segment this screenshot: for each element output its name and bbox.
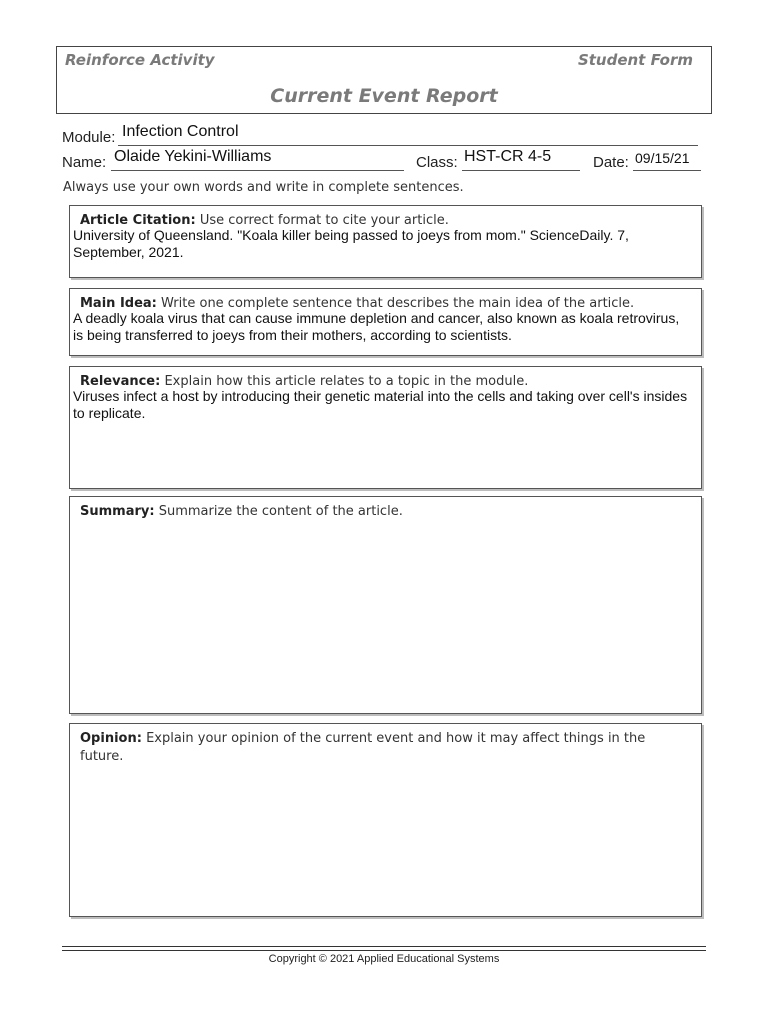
class-field[interactable] — [462, 146, 580, 171]
summary-instructions: Summarize the content of the article. — [158, 504, 403, 519]
date-field[interactable] — [633, 146, 701, 171]
footer-divider-inner — [62, 950, 706, 951]
main-idea-heading: Main Idea: — [80, 296, 157, 311]
opinion-box[interactable] — [69, 723, 702, 917]
module-row — [62, 122, 702, 146]
name-field[interactable] — [111, 146, 404, 171]
copyright-text: Copyright © 2021 Applied Educational Systems — [268, 953, 500, 965]
citation-instructions: Use correct format to cite your article. — [199, 213, 449, 228]
summary-prompt — [80, 503, 691, 521]
instruction-text: Always use your own words and write in complete sentences. — [63, 180, 464, 195]
summary-box[interactable] — [69, 496, 702, 714]
citation-answer: University of Queensland. "Koala killer being passed to joeys from mom." ScienceDaily. 7, September, 2021. — [73, 227, 629, 260]
citation-box[interactable] — [69, 205, 702, 278]
module-label: Module: — [62, 129, 116, 146]
page-title: Current Event Report — [270, 85, 498, 107]
relevance-box[interactable] — [69, 366, 702, 489]
class-value: HST-CR 4-5 — [464, 148, 552, 165]
relevance-heading: Relevance: — [80, 374, 161, 389]
activity-type-label: Reinforce Activity — [65, 51, 215, 69]
relevance-answer: Viruses infect a host by introducing their genetic material into the cells and taking over cell's insides to replicate. — [73, 388, 688, 421]
footer-divider — [62, 946, 706, 947]
date-value: 09/15/21 — [635, 150, 690, 166]
module-value: Infection Control — [122, 123, 239, 140]
opinion-instructions: Explain your opinion of the current event and how it may affect things in the future. — [80, 731, 646, 764]
main-idea-instructions: Write one complete sentence that describes the main idea of the article. — [161, 296, 635, 311]
student-info-row — [62, 147, 706, 171]
form-type-label: Student Form — [577, 51, 693, 69]
name-value: Olaide Yekini-Williams — [114, 148, 272, 165]
main-idea-box[interactable] — [69, 288, 702, 356]
date-label: Date: — [593, 154, 629, 171]
module-field[interactable] — [118, 121, 698, 146]
opinion-prompt — [80, 730, 691, 766]
summary-heading: Summary: — [80, 504, 155, 519]
relevance-instructions: Explain how this article relates to a topic in the module. — [164, 374, 529, 389]
main-idea-answer: A deadly koala virus that can cause immune depletion and cancer, also known as koala retrovirus, is being transferred to joeys from their mothers, according to scientists. — [73, 310, 680, 343]
name-label: Name: — [62, 154, 107, 171]
opinion-heading: Opinion: — [80, 731, 142, 746]
citation-heading: Article Citation: — [80, 213, 196, 228]
class-label: Class: — [416, 154, 458, 171]
form-header — [56, 46, 712, 114]
